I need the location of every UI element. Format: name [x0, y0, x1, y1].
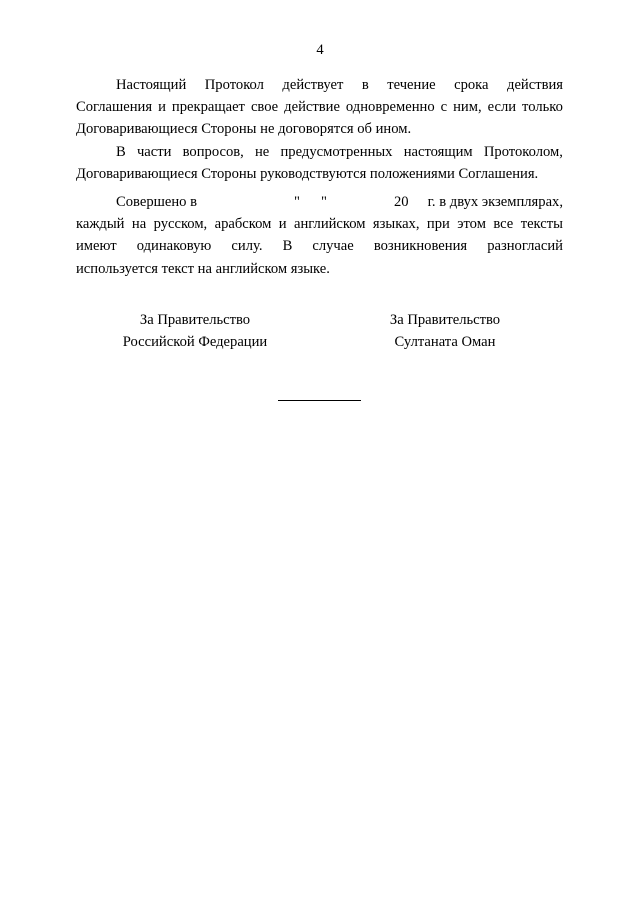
word: русском, [153, 216, 208, 233]
word: и [158, 99, 166, 116]
word: В [282, 238, 293, 255]
done-at-text: Совершено в [116, 194, 197, 210]
paragraph-other-matters [76, 141, 563, 185]
word: Соглашения [76, 99, 153, 116]
word: ним, [453, 99, 482, 116]
word: языках, [372, 216, 420, 233]
quote-close: " [321, 194, 327, 210]
word: действие [284, 99, 340, 116]
paragraph-line [76, 258, 563, 280]
signature-block-russia [95, 309, 295, 353]
word: имеют [76, 238, 117, 255]
paragraph-validity [76, 74, 563, 141]
word: действует [282, 77, 344, 93]
word: арабском [214, 216, 272, 233]
signature-line-1: За Правительство [139, 312, 251, 328]
year-prefix: 20 [394, 194, 409, 210]
word: В [116, 144, 126, 160]
word: только [522, 99, 563, 116]
signature-block-oman [345, 309, 545, 353]
word: если [487, 99, 517, 116]
paragraph-line [76, 96, 563, 118]
word: предусмотренных [280, 144, 393, 160]
word: части [136, 144, 172, 160]
paragraph-line [76, 213, 563, 235]
word: с [440, 99, 448, 116]
word: все [493, 216, 514, 233]
paragraph-line [76, 74, 563, 96]
word: Договаривающиеся Стороны не договорятся об ином. [76, 121, 412, 138]
paragraph-line [76, 141, 563, 163]
word: вопросов, [182, 144, 244, 160]
word: действия [507, 77, 563, 93]
word: случае [312, 238, 354, 255]
signature-line-1: За Правительство [389, 312, 501, 328]
word: Протокол [204, 77, 264, 93]
signature-line-2: Султаната Оман [394, 334, 496, 350]
page-number: 4 [316, 42, 324, 58]
word: прекращает [171, 99, 245, 116]
word: Протоколом, [483, 144, 563, 160]
paragraph-line [76, 235, 563, 257]
word: Настоящий [116, 77, 187, 93]
paragraph-done-at [76, 191, 563, 280]
quote-open: " [294, 194, 300, 210]
word: не [255, 144, 270, 160]
word: разногласий [487, 238, 563, 255]
word: используется текст на английском языке. [76, 260, 330, 277]
signature-line-2: Российской Федерации [122, 334, 268, 350]
word: при [426, 216, 450, 233]
paragraph-line [76, 163, 563, 185]
word: силу. [231, 238, 263, 255]
word: на [131, 216, 147, 233]
word: одновременно [345, 99, 435, 116]
word: каждый [76, 216, 125, 233]
closing-rule [278, 400, 361, 401]
word: настоящим [403, 144, 473, 160]
word: в [361, 77, 369, 93]
word: этом [457, 216, 486, 233]
word: течение [387, 77, 436, 93]
word: тексты [520, 216, 563, 233]
word: срока [454, 77, 489, 93]
word: Договаривающиеся Стороны руководствуются положениями Соглашения. [76, 166, 539, 183]
word: свое [250, 99, 279, 116]
copies-text: г. в двух экземплярах, [427, 194, 563, 210]
paragraph-line [76, 118, 563, 140]
word: возникновения [373, 238, 468, 255]
word: одинаковую [136, 238, 212, 255]
word: и [278, 216, 287, 233]
paragraph-line-done-at [76, 191, 563, 213]
word: английском [294, 216, 366, 233]
